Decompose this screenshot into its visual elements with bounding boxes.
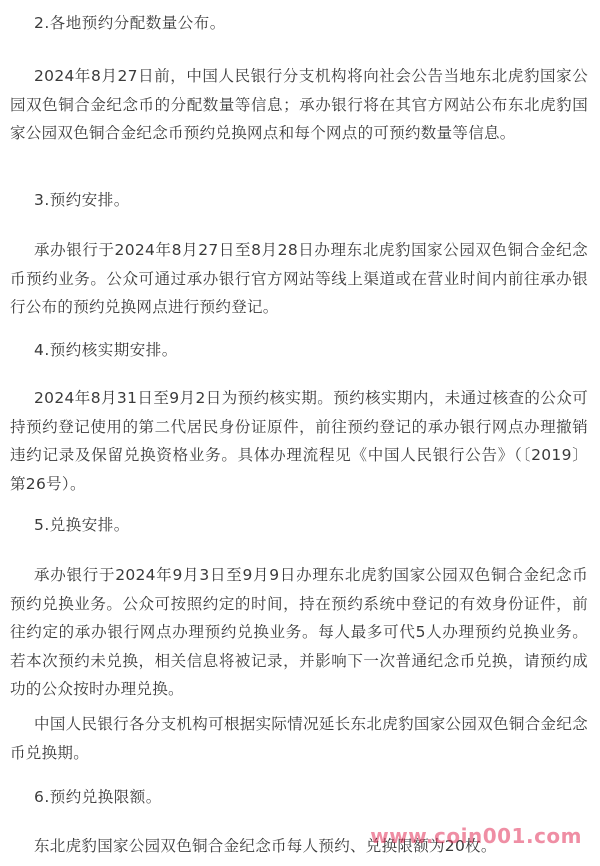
section-heading-5: 5.兑换安排。 [34, 516, 130, 534]
section-heading-3: 3.预约安排。 [34, 191, 130, 209]
paragraph-distribution-notice: 2024年8月27日前，中国人民银行分支机构将向社会公告当地东北虎豹国家公园双色铜合金纪念币的分配数量等信息；承办银行将在其官方网站公布东北虎豹国家公园双色铜合金纪念币预约兑换网点和每个网点的可预约数量等信息。 [10, 67, 588, 142]
site-watermark: www.coin001.com [370, 824, 582, 848]
section-heading-6: 6.预约兑换限额。 [34, 788, 162, 806]
paragraph-reservation-arrangement: 承办银行于2024年8月27日至8月28日办理东北虎豹国家公园双色铜合金纪念币预约业务。公众可通过承办银行官方网站等线上渠道或在营业时间内前往承办银行公布的预约兑换网点进行预约登记。 [10, 241, 588, 316]
paragraph-exchange-arrangement: 承办银行于2024年9月3日至9月9日办理东北虎豹国家公园双色铜合金纪念币预约兑换业务。公众可按照约定的时间，持在预约系统中登记的有效身份证件，前往约定的承办银行网点办理预约兑换业务。每人最多可代5人办理预约兑换业务。若本次预约未兑换，相关信息将被记录，并影响下一次普通纪念币兑换，请预约成功的公众按时办理兑换。 [10, 566, 588, 698]
paragraph-verification-period: 2024年8月31日至9月2日为预约核实期。预约核实期内，未通过核查的公众可持预约登记使用的第二代居民身份证原件，前往预约登记的承办银行网点办理撤销违约记录及保留兑换资格业务。具体办理流程见《中国人民银行公告》（〔2019〕第26号）。 [10, 389, 588, 493]
paragraph-exchange-extension: 中国人民银行各分支机构可根据实际情况延长东北虎豹国家公园双色铜合金纪念币兑换期。 [10, 715, 588, 762]
section-heading-4: 4.预约核实期安排。 [34, 341, 178, 359]
paragraph-exchange-limit: 东北虎豹国家公园双色铜合金纪念币每人预约、兑换限额为20枚。 [34, 837, 497, 855]
section-heading-2: 2.各地预约分配数量公布。 [34, 14, 226, 32]
